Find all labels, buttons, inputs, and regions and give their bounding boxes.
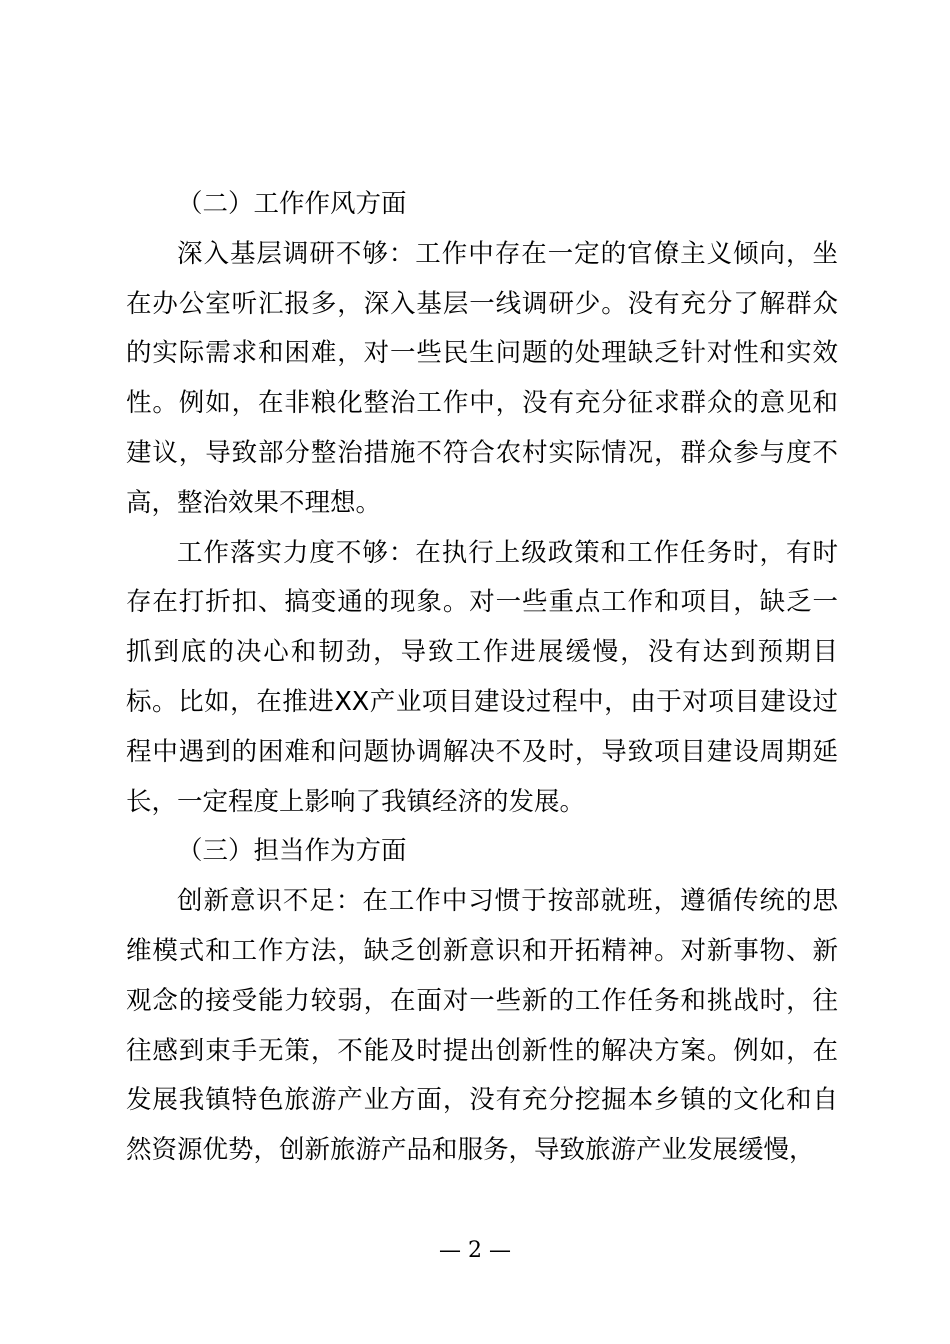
section-heading-responsibility: （三）担当作为方面 <box>177 836 407 867</box>
section-heading-work-style: （二）工作作风方面 <box>177 189 407 219</box>
page-number: — 2 — <box>439 1238 511 1263</box>
paragraph-innovation-awareness: 创新意识不足：在工作中习惯于按部就班，遵循传统的思维模式和工作方法，缺乏创新意识和开拓精神。对新事物、新观念的接受能力较弱，在面对一些新的工作任务和挑战时，往往感到束手无策，不能及时提出创新性的解决方案。例如，在发展我镇特色旅游产业方面，没有充分挖掘本乡镇的文化和自然资源优势，创新旅游产品和服务，导致旅游产业发展缓慢， <box>126 886 838 1166</box>
paragraph-grassroots-research: 深入基层调研不够：工作中存在一定的官僚主义倾向，坐在办公室听汇报多，深入基层一线调研少。没有充分了解群众的实际需求和困难，对一些民生问题的处理缺乏针对性和实效性。例如，在非粮化整治工作中，没有充分征求群众的意见和建议，导致部分整治措施不符合农村实际情况，群众参与度不高，整治效果不理想。 <box>126 238 838 518</box>
document-body <box>126 180 838 1176</box>
paragraph-work-implementation: 工作落实力度不够：在执行上级政策和工作任务时，有时存在打折扣、搞变通的现象。对一些重点工作和项目，缺乏一抓到底的决心和韧劲，导致工作进展缓慢，没有达到预期目标。比如，在推进XX产业项目建设过程中，由于对项目建设过程中遇到的困难和问题协调解决不及时，导致项目建设周期延长，一定程度上影响了我镇经济的发展。 <box>126 537 838 817</box>
